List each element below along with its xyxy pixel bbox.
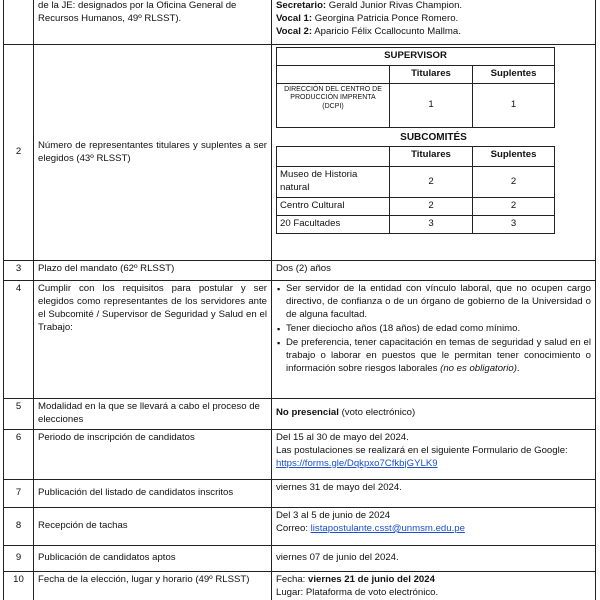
subcomite-suplentes: 2: [473, 167, 555, 198]
table-row: [4, 571, 596, 600]
supervisor-unit: DIRECCIÓN DEL CENTRO DE PRODUCCIÓN IMPRENTA (DCPI): [277, 83, 390, 127]
row-number: [4, 0, 34, 45]
requirements-list: [276, 283, 591, 376]
row-description: Recepción de tachas: [34, 507, 272, 545]
supervisor-table: [276, 47, 555, 128]
subcomites-title: SUBCOMITÉS: [400, 131, 467, 143]
row-number: 2: [4, 45, 34, 261]
row-description: Modalidad en la que se llevará a cabo el proceso de elecciones: [34, 399, 272, 430]
col-titulares: Titulares: [390, 65, 473, 83]
blank-header-cell: [277, 65, 390, 83]
row-number: 9: [4, 545, 34, 571]
table-row: [4, 45, 596, 261]
supervisor-title: SUPERVISOR: [277, 48, 555, 66]
col-suplentes: Suplentes: [473, 147, 555, 167]
table-row: [4, 429, 596, 479]
table-row: [277, 198, 555, 216]
google-form-link[interactable]: https://forms.gle/Dqkpxo7CfkbjGYLK9: [276, 457, 438, 469]
row-description: de la JE: designados por la Oficina General de Recursos Humanos, 49º RLSST).: [34, 0, 272, 45]
row-number: 10: [4, 571, 34, 600]
col-titulares: Titulares: [390, 147, 473, 167]
table-row: [277, 167, 555, 198]
row-value: Secretario: Gerald Junior Rivas Champion. Vocal 1: Georgina Patricia Ponce Romero. Vocal 2: Aparicio Félix Ccallocunto Mallma.: [272, 0, 596, 45]
row-value: Del 15 al 30 de mayo del 2024. Las postulaciones se realizará en el siguiente Formulario de Google: https://forms.gle/Dqkpxo7CfkbjGYLK9: [272, 429, 596, 479]
election-schedule-table: [3, 0, 596, 600]
row-value: viernes 31 de mayo del 2024.: [272, 479, 596, 507]
table-row: [4, 399, 596, 430]
supervisor-titulares: 1: [390, 83, 473, 127]
row-value: [272, 45, 596, 261]
subcomite-name: 20 Facultades: [277, 216, 390, 234]
row-description: Publicación del listado de candidatos inscritos: [34, 479, 272, 507]
table-row: [4, 261, 596, 281]
col-suplentes: Suplentes: [473, 65, 555, 83]
row-description: Publicación de candidatos aptos: [34, 545, 272, 571]
row-value: Fecha: viernes 21 de junio del 2024 Lugar: Plataforma de voto electrónico.: [272, 571, 596, 600]
row-number: 4: [4, 281, 34, 399]
row-description: Periodo de inscripción de candidatos: [34, 429, 272, 479]
table-row: [4, 507, 596, 545]
subcomite-suplentes: 2: [473, 198, 555, 216]
table-row: [4, 0, 596, 45]
subcomite-titulares: 3: [390, 216, 473, 234]
subcomite-suplentes: 3: [473, 216, 555, 234]
row-description: Plazo del mandato (62º RLSST): [34, 261, 272, 281]
row-description: Número de representantes titulares y suplentes a ser elegidos (43º RLSST): [34, 45, 272, 261]
table-row: [4, 545, 596, 571]
row-value: [272, 281, 596, 399]
table-row: [4, 479, 596, 507]
list-item: ▪ Tener dieciocho años (18 años) de edad como mínimo.: [286, 323, 591, 336]
table-row: [4, 281, 596, 399]
row-value: Del 3 al 5 de junio de 2024 Correo: listapostulante.csst@unmsm.edu.pe: [272, 507, 596, 545]
blank-header-cell: [277, 147, 390, 167]
row-number: 5: [4, 399, 34, 430]
row-number: 7: [4, 479, 34, 507]
row-value: No presencial (voto electrónico): [272, 399, 596, 430]
row-value: Dos (2) años: [272, 261, 596, 281]
subcomite-titulares: 2: [390, 198, 473, 216]
subcomite-name: Museo de Historia natural: [277, 167, 390, 198]
subcomite-titulares: 2: [390, 167, 473, 198]
table-row: [277, 216, 555, 234]
subcomites-table: [276, 146, 555, 234]
row-description: Cumplir con los requisitos para postular y ser elegidos como representantes de los servidores ante el Subcomité / Supervisor de Seguridad y Salud en el Trabajo:: [34, 281, 272, 399]
row-number: 3: [4, 261, 34, 281]
row-number: 8: [4, 507, 34, 545]
supervisor-suplentes: 1: [473, 83, 555, 127]
list-item: ▪ De preferencia, tener capacitación en temas de seguridad y salud en el trabajo o laborar en puestos que le permitan tener conocimiento o información sobre riesgos laborales (no es obligatorio).: [286, 337, 591, 376]
list-item: ▪ Ser servidor de la entidad con vínculo laboral, que no ocupen cargo directivo, de confianza o de un órgano de gobierno de la Universidad o de alguna facultad.: [286, 283, 591, 322]
email-link[interactable]: listapostulante.csst@unmsm.edu.pe: [310, 522, 465, 534]
subcomite-name: Centro Cultural: [277, 198, 390, 216]
row-number: 6: [4, 429, 34, 479]
row-value: viernes 07 de junio del 2024.: [272, 545, 596, 571]
row-description: Fecha de la elección, lugar y horario (49º RLSST): [34, 571, 272, 600]
